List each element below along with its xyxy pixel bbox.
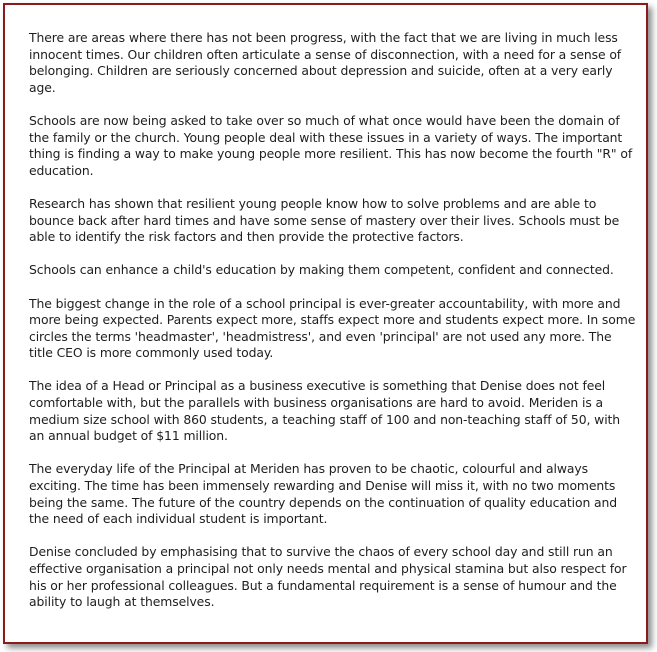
paragraph-4: Schools can enhance a child's education by making them competent, confident and connected.: [29, 262, 614, 278]
paragraph-8: Denise concluded by emphasising that to survive the chaos of every school day and still run an effective organisation a principal not only needs mental and physical stamina but also respect for his or her professional colleagues. But a fundamental requirement is a sense of humour and the ability to laugh at themselves.: [29, 544, 627, 610]
paragraph-3: Research has shown that resilient young people know how to solve problems and are able to bounce back after hard times and have some sense of mastery over their lives. Schools must be able to identify the risk factors and then provide the protective factors.: [29, 195, 620, 245]
paragraph-6: The idea of a Head or Principal as a business executive is something that Denise does not feel comfortable with, but the parallels with business organisations are hard to avoid. Meriden is a medium size school with 860 students, a teaching staff of 100 and non-teaching staff of 50, with an annual budget of $11 million.: [29, 378, 621, 444]
paragraph-5: The biggest change in the role of a school principal is ever-greater accountability, with more and more being expected. Parents expect more, staffs expect more and students expect more. In some circles the terms 'headmaster', 'headmistress', and even 'principal' are not used any more. The title CEO is more commonly used today.: [29, 295, 636, 361]
article-frame: [3, 3, 648, 644]
paragraph-7: The everyday life of the Principal at Meriden has proven to be chaotic, colourful and always exciting. The time has been immensely rewarding and Denise will miss it, with no two moments being the same. The future of the country depends on the continuation of quality education and the need of each individual student is important.: [29, 461, 618, 527]
article-body: [29, 30, 637, 627]
paragraph-1: There are areas where there has not been progress, with the fact that we are living in much less innocent times. Our children often articulate a sense of disconnection, with a need for a sense of belonging. Children are seriously concerned about depression and suicide, often at a very early age.: [29, 30, 622, 95]
paragraph-2: Schools are now being asked to take over so much of what once would have been the domain of the family or the church. Young people deal with these issues in a variety of ways. The important thing is finding a way to make young people more resilient. This has now become the fourth "R" of education.: [29, 112, 633, 178]
